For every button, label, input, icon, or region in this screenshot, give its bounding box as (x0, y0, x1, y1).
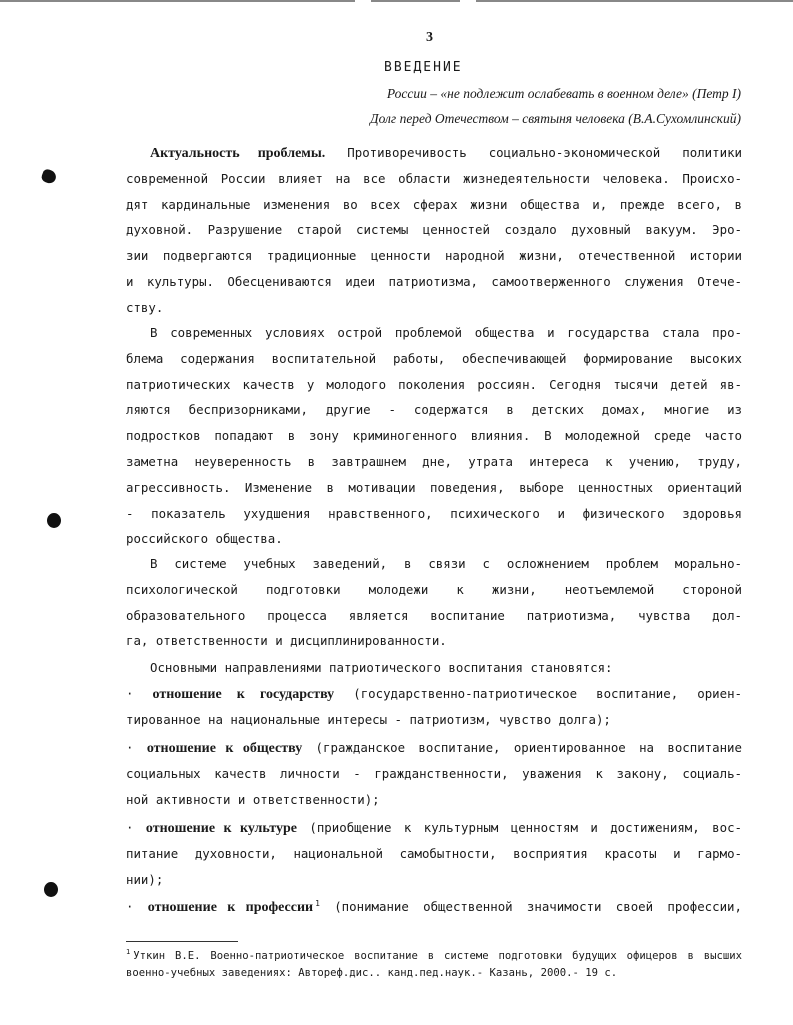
text-line: блема содержания воспитательной работы, обеспечивающей формирование высоких (126, 350, 742, 366)
text-line: В современных условиях острой проблемой общества и государства стала про- (150, 325, 742, 340)
hole-punch-mark (44, 882, 58, 897)
text-line: - показатель ухудшения нравственного, психического и физического здоровья (126, 505, 742, 521)
text-line: подростков попадают в зону криминогенного влияния. В молодежной среде часто (126, 428, 742, 444)
text-line: заметна неуверенность в завтрашнем дне, утрата интереса к учению, труду, (126, 453, 742, 469)
text-line: нии); (126, 871, 164, 887)
scan-mark (40, 168, 58, 185)
footnote-reference[interactable]: 1 (315, 898, 320, 908)
text-line: и культуры. Обесцениваются идеи патриотизма, самоотверженного служения Отече- (126, 273, 742, 289)
epigraph: России – «не подлежит ослабевать в военном деле» (Петр I) (386, 86, 741, 101)
text-line: тированное на национальные интересы - патриотизм, чувство долга); (126, 711, 611, 727)
text-line: дят кардинальные изменения во всех сферах жизни общества и, прежде всего, в (126, 196, 742, 212)
bullet: · (126, 899, 134, 914)
page-number: 3 (426, 30, 433, 45)
text-line: В системе учебных заведений, в связи с осложнением проблем морально- (150, 556, 742, 571)
text-line: российского общества. (126, 531, 283, 547)
direction-title: отношение к обществу (146, 741, 303, 756)
footnote (126, 948, 742, 982)
text-line: ству. (126, 299, 164, 315)
footnote-number: 1 (126, 948, 131, 957)
text-line: Актуальность проблемы. Противоречивость социально-экономической политики (150, 145, 742, 161)
text-line: га, ответственности и дисциплинированности. (126, 633, 447, 649)
text-line: ной активности и ответственности); (126, 791, 380, 807)
text-line: Основными направлениями патриотического воспитания становятся: (150, 660, 613, 675)
footnote-line: военно-учебных заведениях: Автореф.дис.. канд.пед.наук.- Казань, 2000.- 19 с. (126, 967, 618, 979)
bullet: · (126, 686, 134, 701)
text-line: современной России влияет на все области жизнедеятельности человека. Происхо- (126, 170, 742, 186)
text-line: психологической подготовки молодежи к жизни, неотъемлемой стороной (126, 581, 742, 597)
text-line: духовной. Разрушение старой системы ценностей создало духовный вакуум. Эро- (126, 222, 742, 238)
section-heading: ВВЕДЕНИЕ (384, 60, 463, 75)
text-line: социальных качеств личности - гражданственности, уважения к закону, социаль- (126, 765, 742, 781)
bullet: · (126, 740, 134, 755)
text-line: · отношение к государству (государственно-патриотическое воспитание, ориен- (126, 686, 742, 702)
direction-title: отношение к профессии (147, 900, 314, 915)
paragraph-title: Актуальность проблемы. (150, 146, 326, 161)
direction-title: отношение к государству (152, 687, 335, 702)
direction-item-culture (126, 815, 742, 892)
direction-item-profession (126, 894, 742, 920)
direction-item-society (126, 735, 742, 812)
footnote-line: $^1$ Уткин В.Е. Военно-патриотическое воспитание в системе подготовки будущих офицеров в высших (126, 948, 742, 962)
top-border-rule (0, 0, 793, 5)
text-line: патриотических качеств у молодого поколения россиян. Сегодня тысячи детей яв- (126, 376, 742, 392)
paragraph-modern-conditions (126, 320, 742, 552)
text-line: · отношение к культуре (приобщение к культурным ценностям и достижениям, вос- (126, 820, 742, 836)
bullet: · (126, 820, 134, 835)
text-line: зии подвергаются традиционные ценности народной жизни, отечественной истории (126, 248, 742, 264)
hole-punch-mark (47, 513, 61, 528)
footnote-separator (126, 941, 238, 942)
text-line: · отношение к профессии $^1$ (понимание общественной значимости своей профессии, (126, 898, 742, 915)
text-line: · отношение к обществу (гражданское воспитание, ориентированное на воспитание (126, 740, 742, 756)
directions-intro (126, 655, 742, 681)
paragraph-relevance (126, 140, 742, 321)
text-line: питание духовности, национальной самобытности, восприятия красоты и гармо- (126, 845, 742, 861)
text-line: ляются беспризорниками, другие - содержатся в детских домах, многие из (126, 402, 742, 418)
direction-item-state (126, 681, 742, 733)
paragraph-education-system (126, 551, 742, 654)
direction-title: отношение к культуре (145, 821, 297, 836)
epigraph: Долг перед Отечеством – святыня человека (В.А.Сухомлинский) (370, 111, 741, 126)
text-line: образовательного процесса является воспитание патриотизма, чувства дол- (126, 607, 742, 623)
text-line: агрессивность. Изменение в мотивации поведения, выборе ценностных ориентаций (126, 479, 742, 495)
